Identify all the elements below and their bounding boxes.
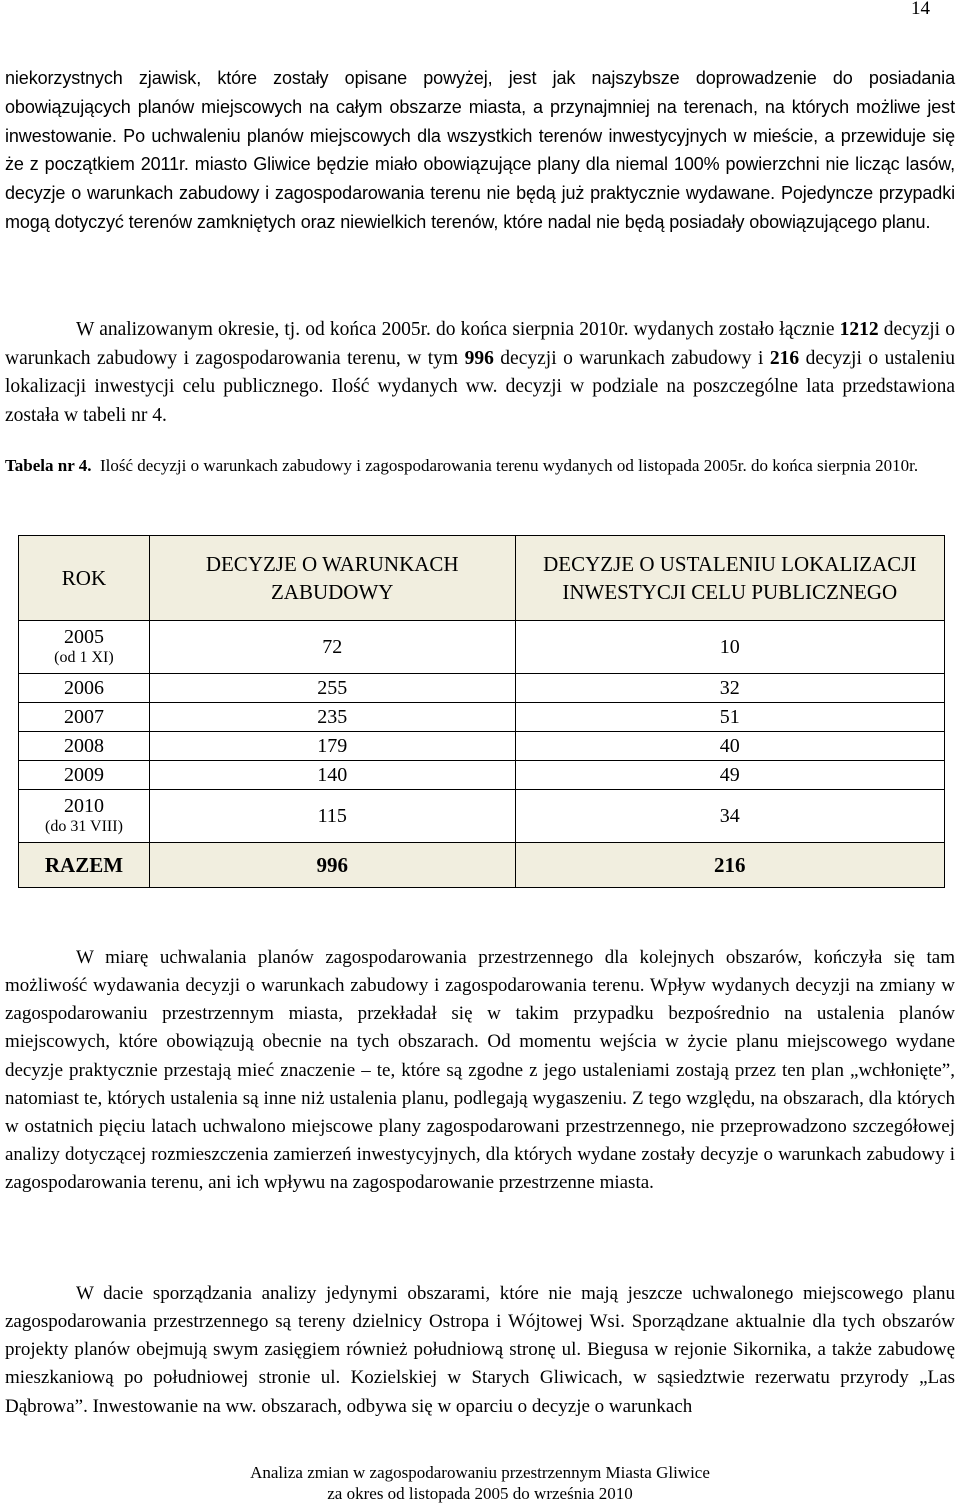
summary-text-3: decyzji o warunkach zabudowy i <box>493 347 770 369</box>
ulcp-cell: 34 <box>515 790 944 843</box>
table-row <box>19 732 945 761</box>
table-row <box>19 790 945 843</box>
table-total-row <box>19 843 945 888</box>
page-number: 14 <box>911 0 930 19</box>
table-row <box>19 761 945 790</box>
footer-line-2: za okres od listopada 2005 do września 2010 <box>327 1484 633 1503</box>
total-decisions-count: 1212 <box>839 319 879 340</box>
page-footer <box>0 1462 960 1504</box>
summary-text-1: W analizowanym okresie, tj. od końca 2005r. do końca sierpnia 2010r. wydanych zostało łącznie <box>76 319 840 340</box>
table-caption <box>5 453 955 479</box>
header-ulcp: DECYZJE O USTALENIU LOKALIZACJI INWESTYCJI CELU PUBLICZNEGO <box>515 536 944 621</box>
wz-decisions-count: 996 <box>464 347 494 369</box>
year-cell: 2010 (do 31 VIII) <box>19 790 150 843</box>
table-caption-text: Ilość decyzji o warunkach zabudowy i zagospodarowania terenu wydanych od listopada 2005r. do końca sierpnia 2010r. <box>99 456 919 475</box>
ulcp-cell: 10 <box>515 621 944 674</box>
year-cell: 2007 <box>19 703 150 732</box>
wz-cell: 235 <box>149 703 515 732</box>
year-cell: 2009 <box>19 761 150 790</box>
total-wz: 996 <box>149 843 515 888</box>
wz-cell: 255 <box>149 674 515 703</box>
total-ulcp: 216 <box>515 843 944 888</box>
summary-text-2: decyzji o warunkach zabudowy i zagospodarowania terenu, w tym <box>5 319 955 369</box>
header-year: ROK <box>19 536 150 621</box>
summary-text-4: decyzji o ustaleniu lokalizacji inwestycji celu publicznego. Ilość wydanych ww. decyzji w podziale na poszczególne lata przedstawiona została w tabeli nr 4. <box>5 347 955 426</box>
table-header-row <box>19 536 945 621</box>
table-row <box>19 621 945 674</box>
wz-cell: 140 <box>149 761 515 790</box>
decisions-table <box>18 535 945 888</box>
header-wz: DECYZJE O WARUNKACH ZABUDOWY <box>149 536 515 621</box>
wz-cell: 115 <box>149 790 515 843</box>
paragraph-analysis-summary <box>5 316 955 430</box>
year-cell: 2005 (od 1 XI) <box>19 621 150 674</box>
paragraph-plans-impact: W miarę uchwalania planów zagospodarowania przestrzennego dla kolejnych obszarów, kończyła się tam możliwość wydawania decyzji o warunkach zabudowy i zagospodarowania terenu. Wpływ wydanych decyzji na zmiany w zagospodarowaniu przestrzennym miasta, przekładał się w takim przypadku bezpośrednio na ustalenia planów miejscowych, które obowiązują obecnie na tych obszarach. Od momentu wejścia w życie planu miejscowego wydane decyzje praktycznie przestają mieć znaczenie – te, które są zgodne z jego ustaleniami zostają przez ten plan „wchłonięte”, natomiast te, których ustalenia są inne niż ustalenia planu, podlegają wygaszeniu. Z tego względu, na obszarach, dla których w ostatnich pięciu latach uchwalono miejscowe plany zagospodarowani przestrzennego, nie przeprowadzono szczegółowej analizy dotyczącej rozmieszczenia zamierzeń inwestycyjnych, dla których wydane zostały decyzje o warunkach zabudowy i zagospodarowania terenu, ani ich wpływu na zagospodarowanie przestrzenne miasta. <box>5 947 955 1194</box>
ulcp-decisions-count: 216 <box>769 347 800 369</box>
footer-line-1: Analiza zmian w zagospodarowaniu przestrzennym Miasta Gliwice <box>250 1463 710 1482</box>
ulcp-cell: 32 <box>515 674 944 703</box>
paragraph-remaining-areas: W dacie sporządzania analizy jedynymi obszarami, które nie mają jeszcze uchwalonego miejscowego planu zagospodarowania przestrzennego są tereny dzielnicy Ostropa i Wójtowej Wsi. Sporządzane aktualnie dla tych obszarów projekty planów obejmują swym zasięgiem również południową stronę ul. Biegusa w rejonie Sikornika, a także zabudowę mieszkaniową po południowej stronie ul. Kozielskiej w Starych Gliwicach, w sąsiedztwie rezerwatu przyrody „Las Dąbrowa”. Inwestowanie na ww. obszarach, odbywa się w oparciu o decyzje o warunkach <box>5 1283 955 1417</box>
ulcp-cell: 40 <box>515 732 944 761</box>
paragraph-intro: niekorzystnych zjawisk, które zostały opisane powyżej, jest jak najszybsze doprowadzenie do posiadania obowiązujących planów miejscowych na całym obszarze miasta, a przynajmniej na terenach, na których możliwe jest inwestowanie. Po uchwaleniu planów miejscowych dla wszystkich terenów inwestycyjnych w mieście, a przewiduje się że z początkiem 2011r. miasto Gliwice będzie miało obowiązujące plany dla niemal 100% powierzchni nie licząc lasów, decyzje o warunkach zabudowy i zagospodarowania terenu nie będą już praktycznie wydawane. Pojedyncze przypadki mogą dotyczyć terenów zamkniętych oraz niewielkich terenów, które nadal nie będą posiadały obowiązującego planu. <box>5 68 955 232</box>
table-row <box>19 703 945 732</box>
total-label: RAZEM <box>19 843 150 888</box>
table-row <box>19 674 945 703</box>
table-caption-label: Tabela nr 4. <box>5 456 92 475</box>
ulcp-cell: 51 <box>515 703 944 732</box>
year-cell: 2006 <box>19 674 150 703</box>
wz-cell: 179 <box>149 732 515 761</box>
wz-cell: 72 <box>149 621 515 674</box>
ulcp-cell: 49 <box>515 761 944 790</box>
year-cell: 2008 <box>19 732 150 761</box>
